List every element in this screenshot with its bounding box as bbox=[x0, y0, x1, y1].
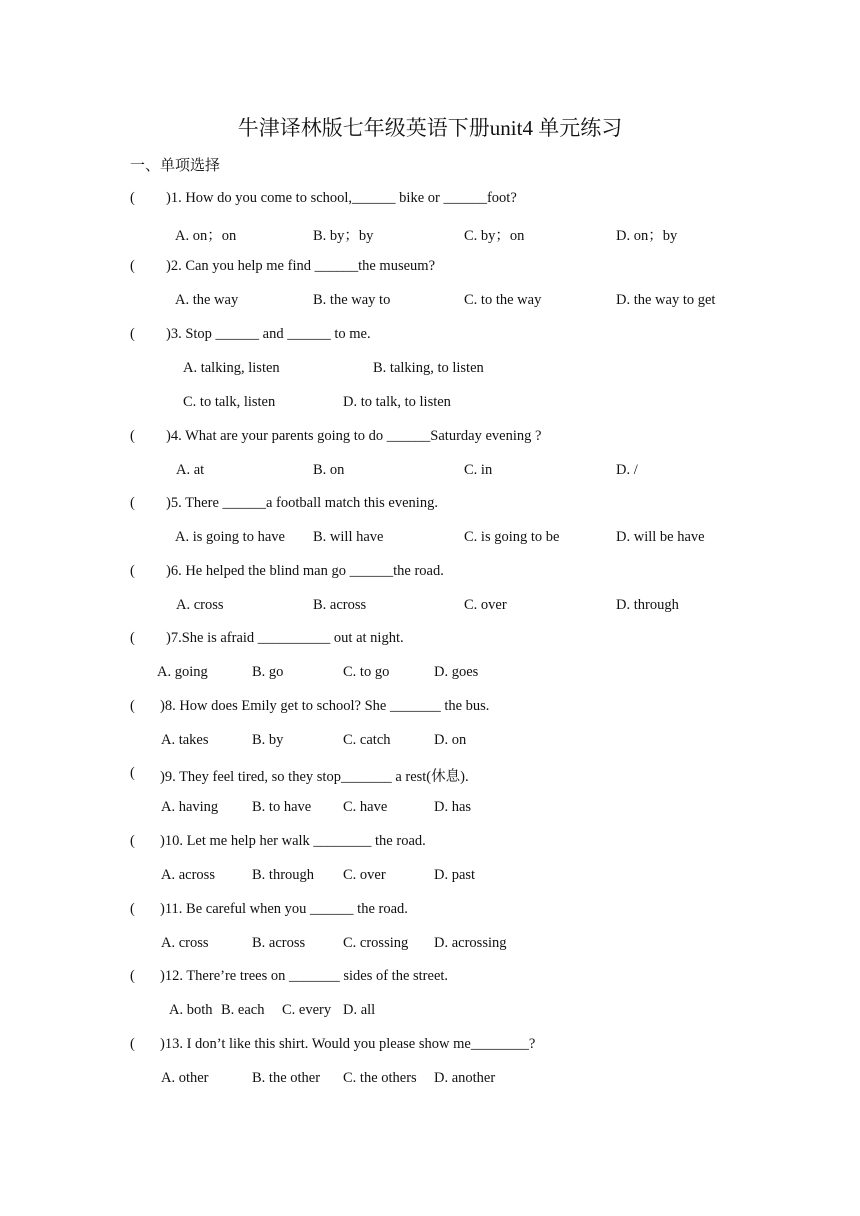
answer-paren: ( bbox=[130, 326, 135, 342]
option-a: A. having bbox=[161, 799, 219, 815]
option-d: D. all bbox=[343, 1002, 376, 1018]
page-title: 牛津译林版七年级英语下册unit4 单元练习 bbox=[237, 116, 623, 140]
option-b: B. across bbox=[252, 935, 306, 951]
option-a: A. takes bbox=[161, 732, 209, 748]
option-c: C. catch bbox=[343, 732, 391, 748]
question-text: )8. How does Emily get to school? She _______ the bus. bbox=[160, 698, 490, 714]
answer-paren: ( bbox=[130, 1036, 135, 1052]
option-c: C. over bbox=[464, 597, 507, 613]
question-text: )12. There’re trees on _______ sides of the street. bbox=[160, 968, 449, 984]
answer-paren: ( bbox=[130, 428, 135, 444]
option-a: A. cross bbox=[176, 597, 224, 613]
answer-paren: ( bbox=[130, 901, 135, 917]
option-c: C. over bbox=[343, 867, 386, 883]
option-b: B. to have bbox=[252, 799, 312, 815]
option-c: C. every bbox=[282, 1002, 332, 1018]
option-a: A. cross bbox=[161, 935, 209, 951]
answer-paren: ( bbox=[130, 765, 135, 781]
option-b: B. by；by bbox=[313, 228, 374, 244]
option-c: C. in bbox=[464, 462, 493, 478]
option-a: A. at bbox=[176, 462, 205, 478]
option-b: B. through bbox=[252, 867, 315, 883]
option-a: A. is going to have bbox=[175, 529, 285, 545]
answer-paren: ( bbox=[130, 495, 135, 511]
question-text: )6. He helped the blind man go ______the road. bbox=[166, 563, 444, 579]
option-d: D. on；by bbox=[616, 228, 678, 244]
answer-paren: ( bbox=[130, 630, 135, 646]
option-c: C. have bbox=[343, 799, 388, 815]
question-text: )9. They feel tired, so they stop_______ a rest(休息). bbox=[160, 769, 469, 785]
question-text: )3. Stop ______ and ______ to me. bbox=[166, 326, 371, 342]
answer-paren: ( bbox=[130, 968, 135, 984]
option-a: A. across bbox=[161, 867, 215, 883]
option-c: C. crossing bbox=[343, 935, 409, 951]
answer-paren: ( bbox=[130, 698, 135, 714]
answer-paren: ( bbox=[130, 258, 135, 274]
option-d: D. on bbox=[434, 732, 467, 748]
option-a: A. talking, listen bbox=[183, 360, 280, 376]
option-d: D. will be have bbox=[616, 529, 705, 545]
question-text: )11. Be careful when you ______ the road. bbox=[160, 901, 408, 917]
question-text: )7.She is afraid __________ out at night. bbox=[166, 630, 404, 646]
option-c: C. to the way bbox=[464, 292, 542, 308]
option-c: C. to go bbox=[343, 664, 390, 680]
option-b: B. on bbox=[313, 462, 345, 478]
option-d: D. through bbox=[616, 597, 679, 613]
section-heading: 一、单项选择 bbox=[130, 156, 221, 174]
option-a: A. on；on bbox=[175, 228, 237, 244]
option-d: D. another bbox=[434, 1070, 496, 1086]
option-b: B. go bbox=[252, 664, 284, 680]
question-text: )2. Can you help me find ______the museum? bbox=[166, 258, 436, 274]
option-d: D. acrossing bbox=[434, 935, 507, 951]
option-d: D. / bbox=[616, 462, 638, 478]
option-b: B. each bbox=[221, 1002, 265, 1018]
option-a: A. both bbox=[169, 1002, 213, 1018]
question-text: )4. What are your parents going to do ______Saturday evening ? bbox=[166, 428, 542, 444]
option-b: B. across bbox=[313, 597, 367, 613]
question-text: )1. How do you come to school,______ bike or ______foot? bbox=[166, 190, 517, 206]
option-d: D. past bbox=[434, 867, 476, 883]
answer-paren: ( bbox=[130, 833, 135, 849]
option-c: C. the others bbox=[343, 1070, 417, 1086]
option-d: D. has bbox=[434, 799, 472, 815]
option-a: A. the way bbox=[175, 292, 239, 308]
option-b: B. the other bbox=[252, 1070, 321, 1086]
question-text: )10. Let me help her walk ________ the road. bbox=[160, 833, 426, 849]
answer-paren: ( bbox=[130, 190, 135, 206]
option-b: B. will have bbox=[313, 529, 384, 545]
answer-paren: ( bbox=[130, 563, 135, 579]
question-text: )13. I don’t like this shirt. Would you please show me________? bbox=[160, 1036, 536, 1052]
option-d: D. the way to get bbox=[616, 292, 716, 308]
option-c: C. is going to be bbox=[464, 529, 560, 545]
option-a: A. going bbox=[157, 664, 208, 680]
option-b: B. talking, to listen bbox=[373, 360, 484, 376]
option-d: D. goes bbox=[434, 664, 479, 680]
option-c: C. to talk, listen bbox=[183, 394, 276, 410]
option-a: A. other bbox=[161, 1070, 209, 1086]
option-c: C. by；on bbox=[464, 228, 525, 244]
option-b: B. by bbox=[252, 732, 284, 748]
option-b: B. the way to bbox=[313, 292, 391, 308]
question-text: )5. There ______a football match this evening. bbox=[166, 495, 438, 511]
option-d: D. to talk, to listen bbox=[343, 394, 451, 410]
